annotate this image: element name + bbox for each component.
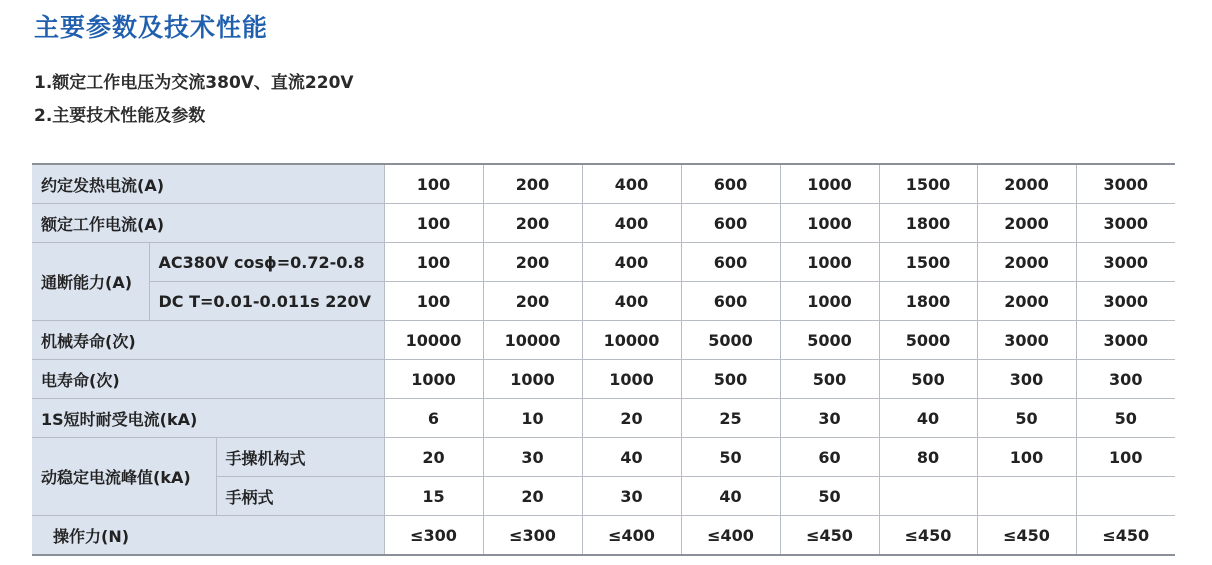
table-cell: 500 [879, 360, 977, 399]
table-cell: 20 [384, 438, 483, 477]
table-cell: 300 [977, 360, 1076, 399]
row-label: 1S短时耐受电流(kA) [32, 399, 384, 438]
table-row [32, 164, 1175, 204]
row-label: 额定工作电流(A) [32, 204, 384, 243]
table-cell [879, 477, 977, 516]
table-cell: 500 [780, 360, 879, 399]
table-cell: 200 [483, 204, 582, 243]
table-cell: 600 [681, 164, 780, 204]
table-cell: 5000 [879, 321, 977, 360]
table-cell: 10 [483, 399, 582, 438]
table-cell: 100 [384, 243, 483, 282]
table-row [32, 282, 1175, 321]
table-cell: 3000 [1076, 282, 1175, 321]
table-cell: 200 [483, 282, 582, 321]
table-row [32, 399, 1175, 438]
table-cell: 50 [977, 399, 1076, 438]
row-group-label: 动稳定电流峰值(kA) [32, 438, 216, 516]
table-row [32, 516, 1175, 556]
table-cell: 30 [780, 399, 879, 438]
table-row [32, 204, 1175, 243]
table-cell: 25 [681, 399, 780, 438]
table-cell: 6 [384, 399, 483, 438]
table-cell: 10000 [483, 321, 582, 360]
table-cell: 200 [483, 164, 582, 204]
table-cell: 2000 [977, 204, 1076, 243]
table-cell: 100 [977, 438, 1076, 477]
table-cell: 600 [681, 204, 780, 243]
table-cell: 100 [1076, 438, 1175, 477]
table-cell: 50 [681, 438, 780, 477]
table-cell: 1500 [879, 243, 977, 282]
table-cell: 30 [483, 438, 582, 477]
table-cell: 400 [582, 164, 681, 204]
row-label: 电寿命(次) [32, 360, 384, 399]
table-cell: 1000 [780, 282, 879, 321]
table-cell: 40 [681, 477, 780, 516]
table-cell: 400 [582, 243, 681, 282]
table-cell: 10000 [582, 321, 681, 360]
table-cell: 200 [483, 243, 582, 282]
row-label: 机械寿命(次) [32, 321, 384, 360]
table-cell: 20 [483, 477, 582, 516]
table-cell: 3000 [1076, 243, 1175, 282]
table-cell: 2000 [977, 164, 1076, 204]
row-sublabel: 手柄式 [216, 477, 384, 516]
table-cell: 2000 [977, 282, 1076, 321]
table-cell: 100 [384, 164, 483, 204]
table-cell: 5000 [780, 321, 879, 360]
row-label: 操作力(N) [32, 516, 384, 556]
table-cell: ≤450 [977, 516, 1076, 556]
table-cell: 20 [582, 399, 681, 438]
table-cell: 15 [384, 477, 483, 516]
table-cell: 600 [681, 282, 780, 321]
table-cell: 100 [384, 282, 483, 321]
table-cell: 600 [681, 243, 780, 282]
table-cell: 1500 [879, 164, 977, 204]
intro-line-params: 2.主要技术性能及参数 [34, 106, 206, 126]
table-row [32, 438, 1175, 477]
table-row [32, 360, 1175, 399]
row-sublabel: DC T=0.01-0.011s 220V [149, 282, 384, 321]
table-cell: 30 [582, 477, 681, 516]
table-cell: 1000 [780, 243, 879, 282]
table-cell: 50 [780, 477, 879, 516]
table-cell: 1800 [879, 282, 977, 321]
table-cell [977, 477, 1076, 516]
table-cell: 3000 [1076, 204, 1175, 243]
table-cell: ≤450 [1076, 516, 1175, 556]
table-cell: ≤450 [780, 516, 879, 556]
table-cell: ≤400 [681, 516, 780, 556]
table-row [32, 321, 1175, 360]
row-sublabel: AC380V cosϕ=0.72-0.8 [149, 243, 384, 282]
page-title: 主要参数及技术性能 [34, 13, 269, 42]
table-cell: 5000 [681, 321, 780, 360]
table-cell: 1000 [780, 204, 879, 243]
table-cell: 400 [582, 204, 681, 243]
table-cell: 60 [780, 438, 879, 477]
table-cell: ≤300 [483, 516, 582, 556]
table-cell: 1000 [483, 360, 582, 399]
table-cell: 500 [681, 360, 780, 399]
table-cell: 40 [582, 438, 681, 477]
table-cell: 1000 [780, 164, 879, 204]
table-cell: 1800 [879, 204, 977, 243]
table-row [32, 243, 1175, 282]
table-cell: ≤450 [879, 516, 977, 556]
row-label: 约定发热电流(A) [32, 164, 384, 204]
table-cell: 2000 [977, 243, 1076, 282]
table-cell: 10000 [384, 321, 483, 360]
table-cell: 100 [384, 204, 483, 243]
table-cell: 400 [582, 282, 681, 321]
table-cell: 300 [1076, 360, 1175, 399]
table-cell: 80 [879, 438, 977, 477]
table-cell [1076, 477, 1175, 516]
intro-line-voltage: 1.额定工作电压为交流380V、直流220V [34, 73, 354, 93]
spec-table [32, 163, 1175, 556]
table-cell: 3000 [1076, 321, 1175, 360]
table-cell: 1000 [582, 360, 681, 399]
table-cell: 3000 [977, 321, 1076, 360]
table-cell: 50 [1076, 399, 1175, 438]
table-cell: ≤400 [582, 516, 681, 556]
table-cell: 1000 [384, 360, 483, 399]
row-sublabel: 手操机构式 [216, 438, 384, 477]
table-cell: ≤300 [384, 516, 483, 556]
row-group-label: 通断能力(A) [32, 243, 149, 321]
table-cell: 40 [879, 399, 977, 438]
table-cell: 3000 [1076, 164, 1175, 204]
